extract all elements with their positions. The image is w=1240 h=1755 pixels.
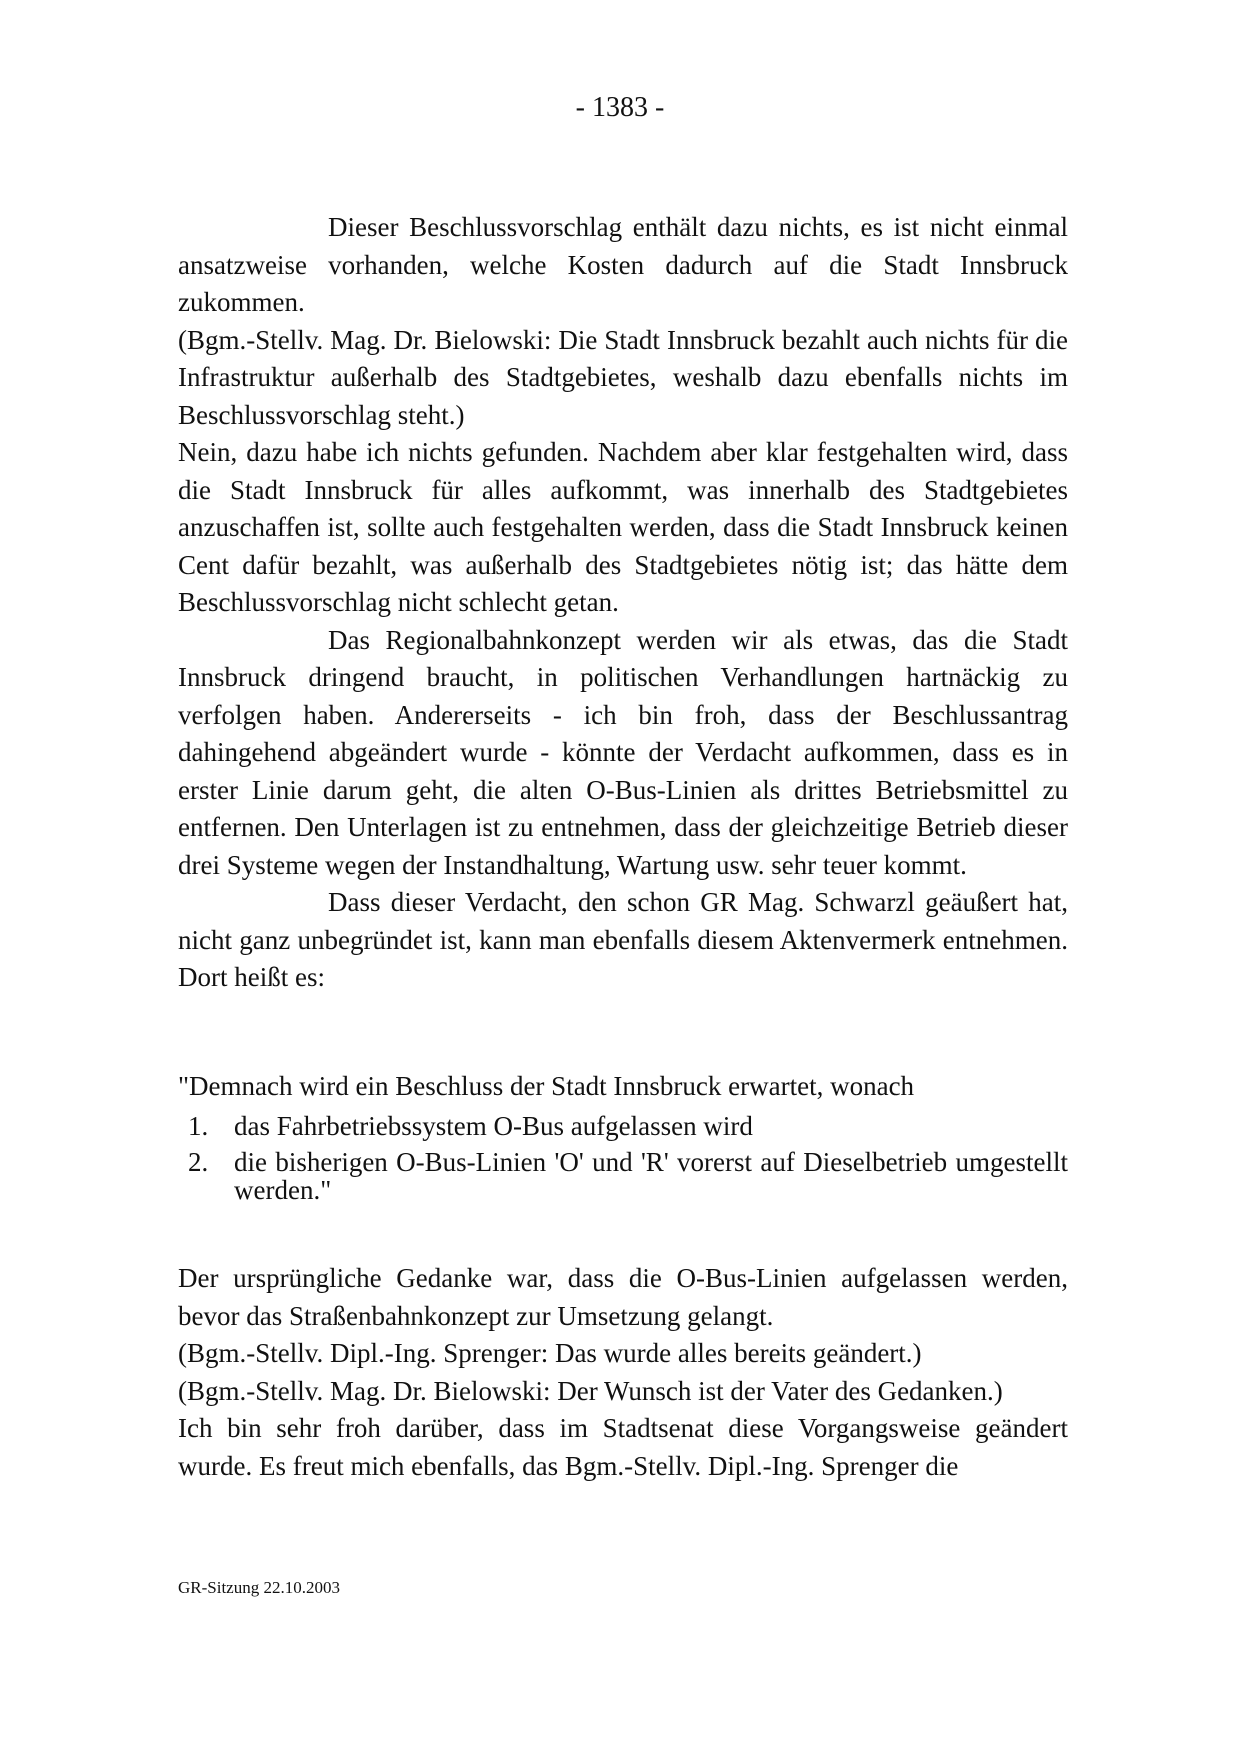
paragraph-interjection-bielowski-2: (Bgm.-Stellv. Mag. Dr. Bielowski: Der Wunsch ist der Vater des Gedanken.) <box>178 1375 1003 1406</box>
paragraph-reply-nothing-found: Nein, dazu habe ich nichts gefunden. Nachdem aber klar festgehalten wird, dass die Stadt Innsbruck für alles aufkommt, was innerhalb des Stadtgebietes anzuschaffen ist, sollte auch festgehalten werden, dass die Stadt Innsbruck keinen Cent dafür bezahlt, was außerhalb des Stadtgebietes nötig ist; das hätte dem Beschlussvorschlag nicht schlecht getan. <box>178 437 1068 617</box>
paragraph-regionalbahn: Das Regionalbahnkonzept werden wir als etwas, das die Stadt Innsbruck dringend braucht, in politischen Verhandlungen hartnäckig zu verfolgen haben. Andererseits - ich bin froh, dass der Beschlussantrag dahingehend abgeändert wurde - könnte der Verdacht aufkommen, dass es in erster Linie darum geht, die alten O-Bus-Linien als drittes Betriebsmittel zu entfernen. Den Unterlagen ist zu entnehmen, dass der gleichzeitige Betrieb dieser drei Systeme wegen der Instandhaltung, Wartung usw. sehr teuer kommt. <box>178 624 1068 880</box>
quote-list-item <box>178 1108 1068 1145</box>
quote-list-item <box>178 1148 1068 1204</box>
body-block-top <box>178 209 1068 997</box>
body-block-bottom <box>178 1260 1068 1485</box>
list-number: 1. <box>188 1111 209 1141</box>
paragraph-interjection-sprenger: (Bgm.-Stellv. Dipl.-Ing. Sprenger: Das wurde alles bereits geändert.) <box>178 1338 922 1368</box>
page-number: - 1383 - <box>575 92 665 123</box>
quote-list <box>178 1108 1068 1145</box>
footer-session-date: GR-Sitzung 22.10.2003 <box>178 1578 340 1597</box>
paragraph-interjection-bielowski: (Bgm.-Stellv. Mag. Dr. Bielowski: Die Stadt Innsbruck bezahlt auch nichts für die Infrastruktur außerhalb des Stadtgebietes, weshalb dazu ebenfalls nichts im Beschlussvorschlag steht.) <box>178 324 1068 430</box>
paragraph-glad-change: Ich bin sehr froh darüber, dass im Stadtsenat diese Vorgangsweise geändert wurde. Es freut mich ebenfalls, das Bgm.-Stellv. Dipl.-Ing. Sprenger die <box>178 1413 1068 1481</box>
quote-list <box>178 1148 1068 1204</box>
list-number: 2. <box>188 1147 209 1177</box>
paragraph-original-idea: Der ursprüngliche Gedanke war, dass die O-Bus-Linien aufgelassen werden, bevor das Straßenbahnkonzept zur Umsetzung gelangt. <box>178 1263 1068 1331</box>
list-item-text: die bisherigen O-Bus-Linien 'O' und 'R' vorerst auf Dieselbetrieb umgestellt werden." <box>234 1147 1068 1205</box>
quote-intro: "Demnach wird ein Beschluss der Stadt Innsbruck erwartet, wonach <box>178 1071 915 1101</box>
paragraph-cost-statement: Dieser Beschlussvorschlag enthält dazu nichts, es ist nicht einmal ansatzweise vorhanden, welche Kosten dadurch auf die Stadt Innsbruck zukommen. <box>178 212 1068 317</box>
paragraph-suspicion: Dass dieser Verdacht, den schon GR Mag. Schwarzl geäußert hat, nicht ganz unbegründet ist, kann man ebenfalls diesem Aktenvermerk entnehmen. Dort heißt es: <box>178 887 1068 992</box>
list-item-text: das Fahrbetriebssystem O-Bus aufgelassen wird <box>234 1111 753 1141</box>
